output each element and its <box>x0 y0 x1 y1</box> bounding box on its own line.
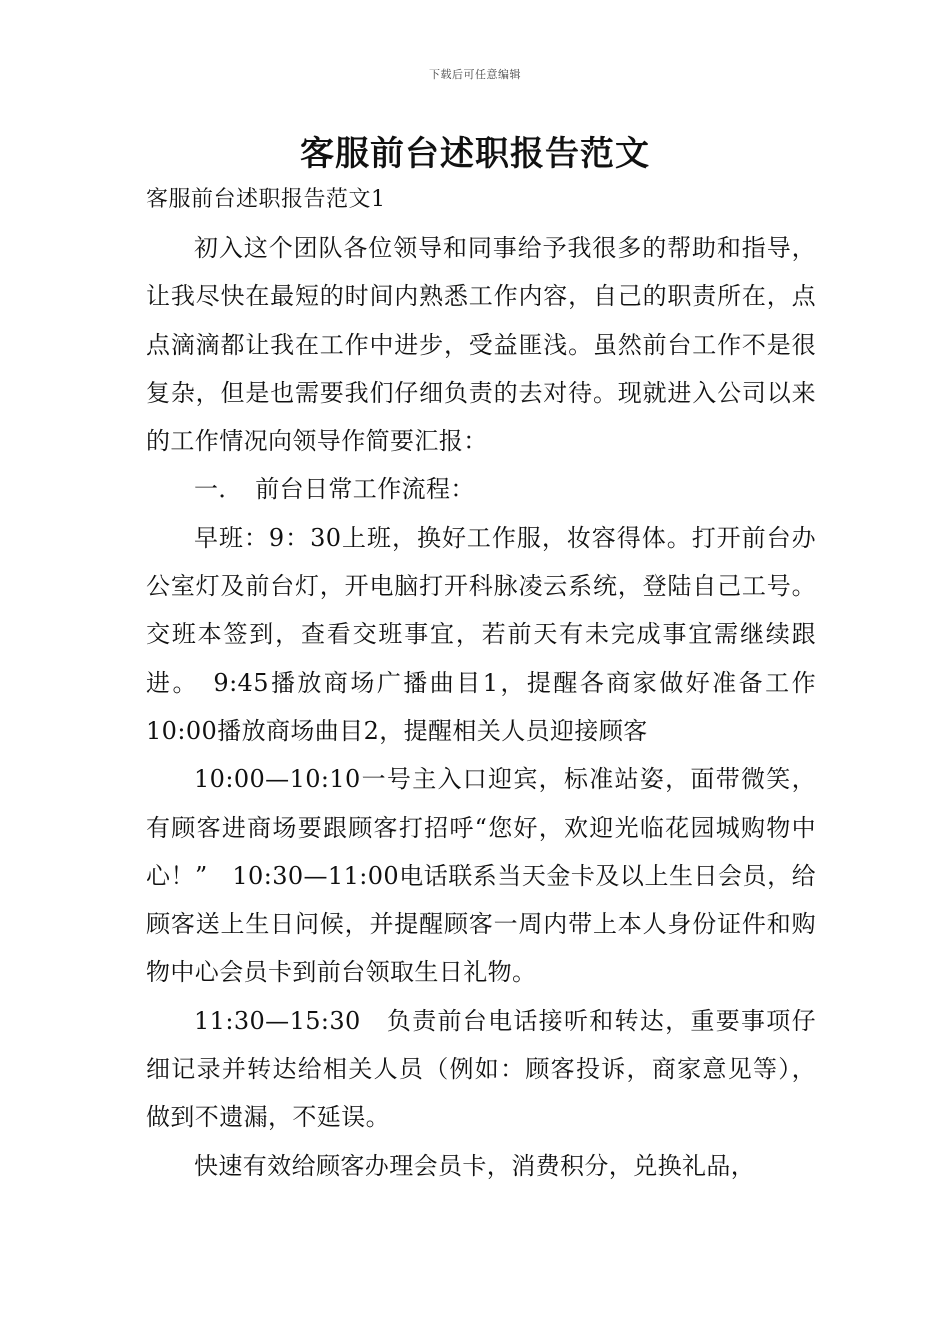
header-note: 下载后可任意编辑 <box>429 68 521 81</box>
paragraph: 快速有效给顾客办理会员卡，消费积分，兑换礼品， <box>194 1151 756 1180</box>
document-body <box>146 224 841 1190</box>
paragraph: 早班：9：30上班，换好工作服，妆容得体。打开前台办公室灯及前台灯，开电脑打开科脉凌云系统，登陆自己工号。交班本签到，查看交班事宜，若前天有未完成事宜需继续跟进。 9:45播放商场广播曲目1，提醒各商家做好准备工作 10:00播放商场曲目2，提醒相关人员迎接顾客 <box>146 523 841 745</box>
document-title: 客服前台述职报告范文 <box>300 134 650 174</box>
paragraph: 10:00—10:10一号主入口迎宾，标准站姿，面带微笑，有顾客进商场要跟顾客打招呼“您好，欢迎光临花园城购物中心！” 10:30—11:00电话联系当天金卡及以上生日会员，给顾客送上生日问候，并提醒顾客一周内带上本人身份证件和购物中心会员卡到前台领取生日礼物。 <box>146 765 816 987</box>
paragraph: 初入这个团队各位领导和同事给予我很多的帮助和指导，让我尽快在最短的时间内熟悉工作内容，自己的职责所在，点点滴滴都让我在工作中进步，受益匪浅。虽然前台工作不是很复杂，但是也需要我们仔细负责的去对待。现就进入公司以来的工作情况向领导作简要汇报： <box>146 234 816 456</box>
section-heading: 客服前台述职报告范文1 <box>146 187 386 212</box>
paragraph: 一． 前台日常工作流程： <box>194 475 475 504</box>
paragraph: 11:30—15:30 负责前台电话接听和转达，重要事项仔细记录并转达给相关人员（例如：顾客投诉，商家意见等），做到不遗漏，不延误。 <box>146 1006 816 1132</box>
